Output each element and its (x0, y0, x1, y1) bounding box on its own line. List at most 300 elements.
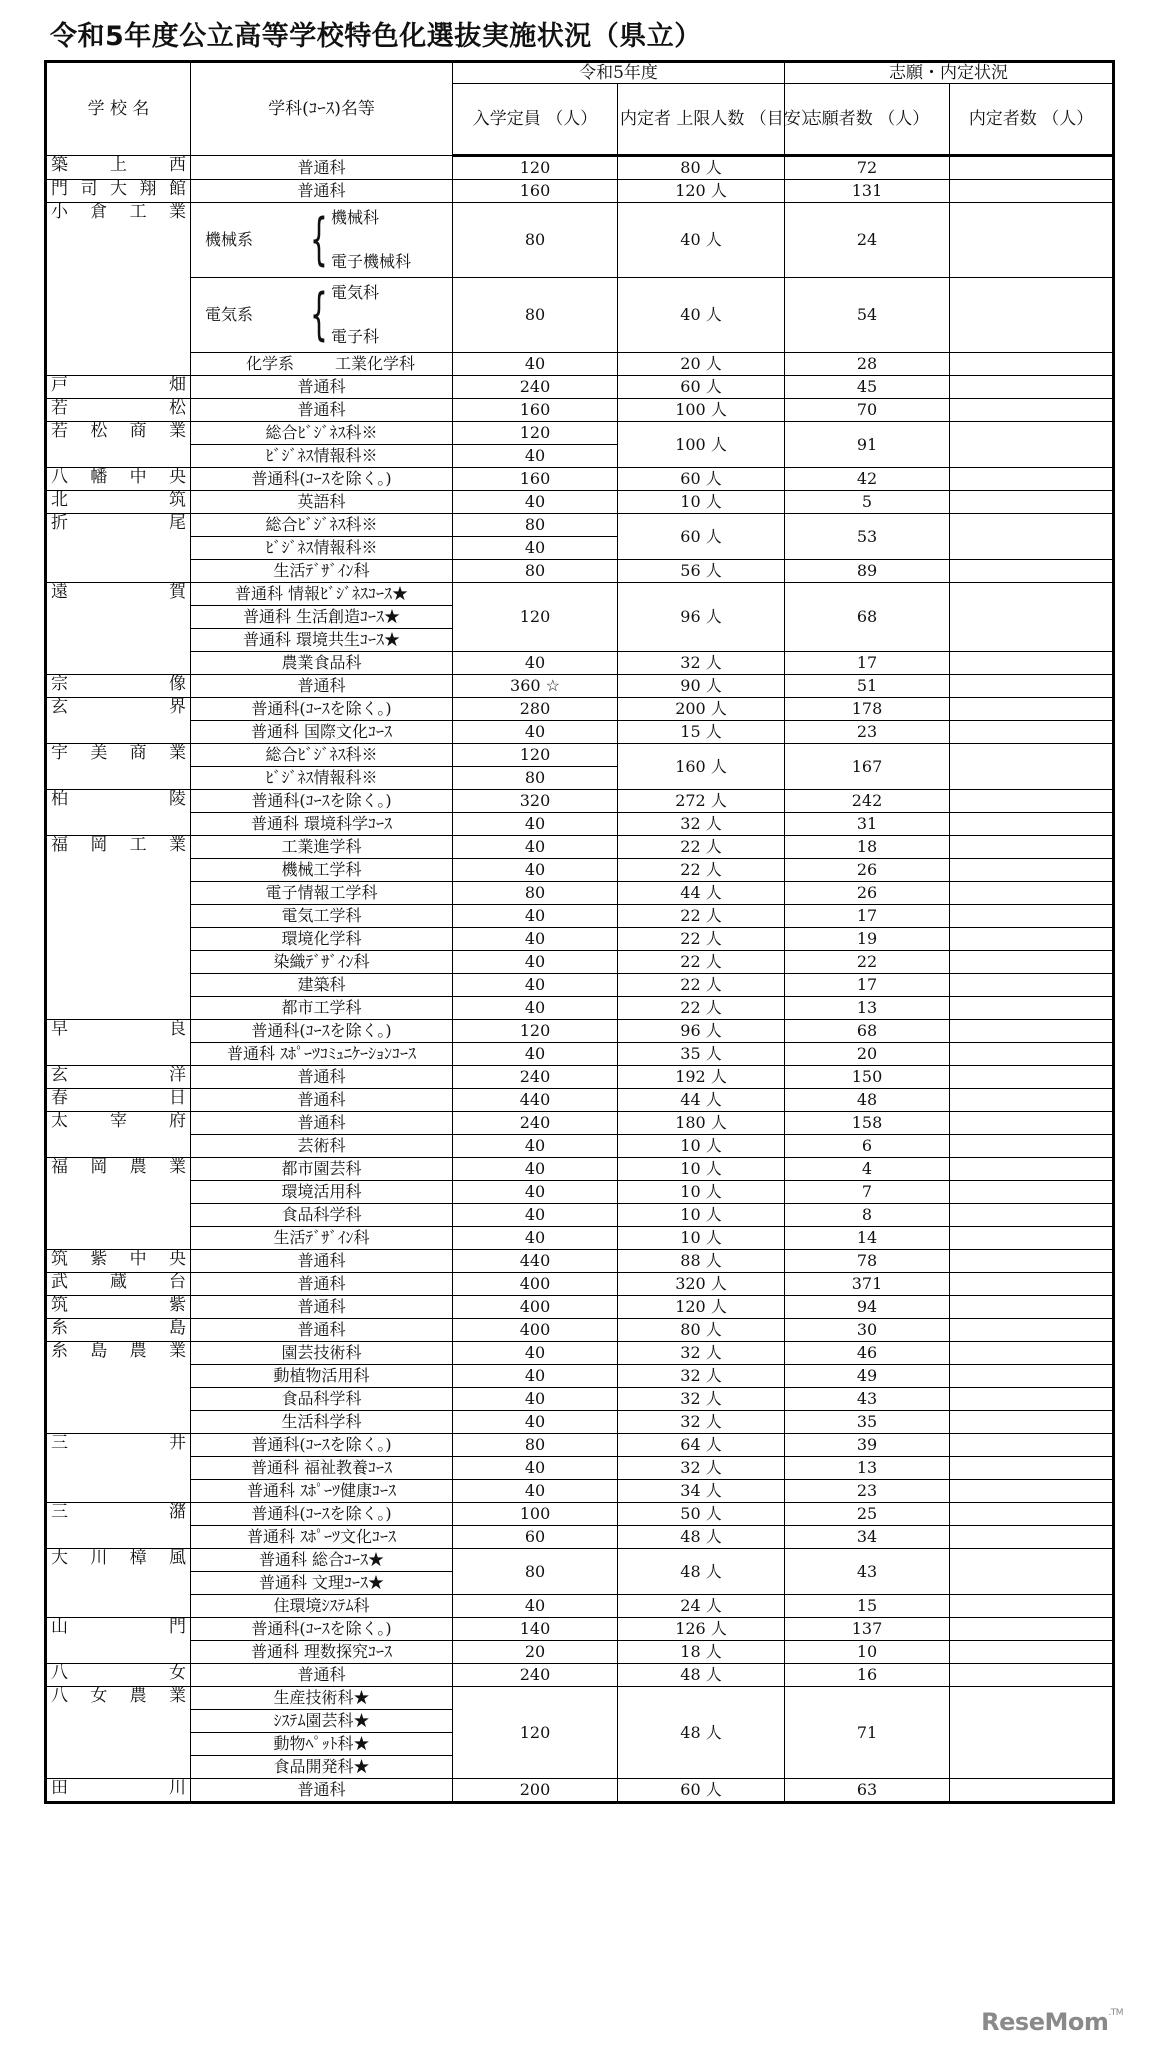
table-row (46, 652, 1114, 675)
limit-value: 180 人 (618, 1112, 785, 1135)
limit-value: 48 人 (618, 1526, 785, 1549)
limit-value: 80 人 (618, 1319, 785, 1342)
capacity-value: 120 (453, 1020, 618, 1043)
accepted-value (950, 353, 1114, 376)
accepted-value (950, 698, 1114, 721)
capacity-value: 40 (453, 997, 618, 1020)
table-row (46, 698, 1114, 721)
table-row (46, 1043, 1114, 1066)
group-name: 機械系 (205, 230, 254, 249)
department-name: 電子情報工学科 (191, 882, 453, 905)
accepted-value (950, 974, 1114, 997)
applicants-value: 91 (785, 422, 950, 468)
accepted-value (950, 1457, 1114, 1480)
applicants-value: 20 (785, 1043, 950, 1066)
capacity-value: 40 (453, 813, 618, 836)
header-accepted: 内定者数 （人） (950, 84, 1114, 156)
capacity-value: 120 (453, 1687, 618, 1779)
applicants-value: 43 (785, 1388, 950, 1411)
accepted-value (950, 744, 1114, 790)
table-row (46, 951, 1114, 974)
applicants-value: 178 (785, 698, 950, 721)
table-row (46, 1204, 1114, 1227)
applicants-value: 15 (785, 1595, 950, 1618)
department-name: 普通科 生活創造ｺｰｽ★ (191, 606, 453, 629)
applicants-value: 45 (785, 376, 950, 399)
department-name: 普通科 (191, 1296, 453, 1319)
department-name: 総合ﾋﾞｼﾞﾈｽ科※ (191, 422, 453, 445)
table-row (46, 1319, 1114, 1342)
limit-value: 32 人 (618, 1388, 785, 1411)
limit-value: 100 人 (618, 399, 785, 422)
school-name: 宗 像 (46, 675, 191, 698)
limit-value: 126 人 (618, 1618, 785, 1641)
department-name: 生産技術科★ (191, 1687, 453, 1710)
department-name: ﾋﾞｼﾞﾈｽ情報科※ (191, 767, 453, 790)
accepted-value (950, 1319, 1114, 1342)
accepted-value (950, 813, 1114, 836)
accepted-value (950, 1204, 1114, 1227)
school-name: 築 上 西 (46, 156, 191, 180)
capacity-value: 120 (453, 583, 618, 652)
accepted-value (950, 1227, 1114, 1250)
table-row (46, 1595, 1114, 1618)
capacity-value: 40 (453, 445, 618, 468)
applicants-value: 17 (785, 652, 950, 675)
table-row (46, 180, 1114, 203)
capacity-value: 40 (453, 1204, 618, 1227)
department-name: 生活ﾃﾞｻﾞｲﾝ科 (191, 1227, 453, 1250)
limit-value: 32 人 (618, 813, 785, 836)
applicants-value: 34 (785, 1526, 950, 1549)
capacity-value: 40 (453, 905, 618, 928)
header-group-status: 志願・内定状況 (785, 62, 1114, 84)
table-row (46, 1135, 1114, 1158)
brace-glyph: { (310, 282, 328, 347)
department-name: 総合ﾋﾞｼﾞﾈｽ科※ (191, 514, 453, 537)
table-row (46, 560, 1114, 583)
department-name: 普通科 (191, 1066, 453, 1089)
department-name: 農業食品科 (191, 652, 453, 675)
limit-value: 22 人 (618, 928, 785, 951)
accepted-value (950, 560, 1114, 583)
department-name: 芸術科 (191, 1135, 453, 1158)
capacity-value: 240 (453, 1664, 618, 1687)
capacity-value: 40 (453, 951, 618, 974)
applicants-value: 6 (785, 1135, 950, 1158)
table-row (46, 836, 1114, 859)
applicants-value: 4 (785, 1158, 950, 1181)
capacity-value: 80 (453, 1549, 618, 1595)
table-row (46, 1296, 1114, 1319)
capacity-value: 40 (453, 353, 618, 376)
table-row (46, 1457, 1114, 1480)
table-row (46, 468, 1114, 491)
capacity-value: 40 (453, 1388, 618, 1411)
department-name: 園芸技術科 (191, 1342, 453, 1365)
capacity-value: 80 (453, 278, 618, 353)
table-row (46, 882, 1114, 905)
table-row (46, 156, 1114, 180)
capacity-value: 440 (453, 1250, 618, 1273)
capacity-value: 40 (453, 1181, 618, 1204)
accepted-value (950, 491, 1114, 514)
applicants-value: 150 (785, 1066, 950, 1089)
accepted-value (950, 1526, 1114, 1549)
department-name: 電気工学科 (191, 905, 453, 928)
department-name: 普通科 環境共生ｺｰｽ★ (191, 629, 453, 652)
limit-value: 96 人 (618, 583, 785, 652)
department-name: 普通科 (191, 1319, 453, 1342)
table-row (46, 1158, 1114, 1181)
limit-value: 100 人 (618, 422, 785, 468)
accepted-value (950, 1503, 1114, 1526)
capacity-value: 320 (453, 790, 618, 813)
accepted-value (950, 859, 1114, 882)
capacity-value: 40 (453, 1595, 618, 1618)
accepted-value (950, 1135, 1114, 1158)
department-name: 普通科 福祉教養ｺｰｽ (191, 1457, 453, 1480)
applicants-value: 70 (785, 399, 950, 422)
capacity-value: 200 (453, 1779, 618, 1803)
school-name: 門司大翔館 (46, 180, 191, 203)
header-applicants: 志願者数 （人） (785, 84, 950, 156)
limit-value: 18 人 (618, 1641, 785, 1664)
accepted-value (950, 1641, 1114, 1664)
applicants-value: 23 (785, 1480, 950, 1503)
limit-value: 22 人 (618, 859, 785, 882)
table-row (46, 1434, 1114, 1457)
capacity-value: 80 (453, 882, 618, 905)
capacity-value: 240 (453, 1112, 618, 1135)
capacity-value: 40 (453, 974, 618, 997)
department-name: 生活ﾃﾞｻﾞｲﾝ科 (191, 560, 453, 583)
applicants-value: 24 (785, 203, 950, 278)
applicants-value: 25 (785, 1503, 950, 1526)
limit-value: 60 人 (618, 468, 785, 491)
limit-value: 40 人 (618, 203, 785, 278)
department-name: 都市園芸科 (191, 1158, 453, 1181)
department-name: 普通科 (191, 399, 453, 422)
school-name: 玄 洋 (46, 1066, 191, 1089)
department-name: 普通科(ｺｰｽを除く。) (191, 1503, 453, 1526)
sub-departments (331, 209, 411, 271)
applicants-value: 53 (785, 514, 950, 560)
department-name: 普通科 (191, 1273, 453, 1296)
department-name: 普通科 (191, 1664, 453, 1687)
capacity-value: 120 (453, 156, 618, 180)
brace-glyph: { (310, 207, 328, 272)
table-row (46, 974, 1114, 997)
accepted-value (950, 1365, 1114, 1388)
applicants-value: 17 (785, 905, 950, 928)
department-name: 普通科 (191, 1112, 453, 1135)
department-name: 住環境ｼｽﾃﾑ科 (191, 1595, 453, 1618)
table-row (46, 491, 1114, 514)
applicants-value: 26 (785, 859, 950, 882)
capacity-value: 40 (453, 491, 618, 514)
limit-value: 44 人 (618, 1089, 785, 1112)
applicants-value: 94 (785, 1296, 950, 1319)
applicants-value: 131 (785, 180, 950, 203)
capacity-value: 120 (453, 744, 618, 767)
capacity-value: 80 (453, 560, 618, 583)
school-name: 北 筑 (46, 491, 191, 514)
sub-department: 電気科 (331, 283, 380, 302)
accepted-value (950, 1296, 1114, 1319)
applicants-value: 5 (785, 491, 950, 514)
accepted-value (950, 278, 1114, 353)
applicants-value: 10 (785, 1641, 950, 1664)
department-name: 普通科 (191, 1779, 453, 1803)
table-row (46, 1342, 1114, 1365)
applicants-value: 46 (785, 1342, 950, 1365)
applicants-value: 13 (785, 997, 950, 1020)
limit-value: 48 人 (618, 1549, 785, 1595)
limit-value: 35 人 (618, 1043, 785, 1066)
applicants-value: 51 (785, 675, 950, 698)
accepted-value (950, 1664, 1114, 1687)
applicants-value: 23 (785, 721, 950, 744)
capacity-value: 80 (453, 203, 618, 278)
capacity-value: 40 (453, 836, 618, 859)
department-name: 食品開発科★ (191, 1756, 453, 1779)
table-row (46, 278, 1114, 353)
school-name: 早 良 (46, 1020, 191, 1066)
table-row (46, 1664, 1114, 1687)
limit-value: 10 人 (618, 1227, 785, 1250)
table-row (46, 744, 1114, 767)
department-name: 普通科(ｺｰｽを除く。) (191, 1618, 453, 1641)
department-name: 普通科(ｺｰｽを除く。) (191, 698, 453, 721)
capacity-value: 60 (453, 1526, 618, 1549)
table-row (46, 1480, 1114, 1503)
department-name: 普通科(ｺｰｽを除く。) (191, 1020, 453, 1043)
table-row (46, 1779, 1114, 1803)
accepted-value (950, 836, 1114, 859)
school-name: 筑 紫 (46, 1296, 191, 1319)
department-name: 動物ﾍﾟｯﾄ科★ (191, 1733, 453, 1756)
applicants-value: 14 (785, 1227, 950, 1250)
applicants-value: 35 (785, 1411, 950, 1434)
department-group-chem (191, 353, 453, 376)
department-name: 機械工学科 (191, 859, 453, 882)
limit-value: 96 人 (618, 1020, 785, 1043)
department-name: 普通科 (191, 376, 453, 399)
applicants-value: 71 (785, 1687, 950, 1779)
school-name: 太 宰 府 (46, 1112, 191, 1158)
applicants-value: 17 (785, 974, 950, 997)
school-name: 福 岡 農 業 (46, 1158, 191, 1250)
department-name: 普通科 ｽﾎﾟｰﾂｺﾐｭﾆｹｰｼｮﾝｺｰｽ (191, 1043, 453, 1066)
department-name: 普通科 ｽﾎﾟｰﾂ健康ｺｰｽ (191, 1480, 453, 1503)
capacity-value: 40 (453, 1158, 618, 1181)
department-name: 普通科 (191, 1250, 453, 1273)
capacity-value: 40 (453, 928, 618, 951)
applicants-value: 49 (785, 1365, 950, 1388)
department-name: 普通科 総合ｺｰｽ★ (191, 1549, 453, 1572)
capacity-value: 40 (453, 1411, 618, 1434)
limit-value: 160 人 (618, 744, 785, 790)
limit-value: 32 人 (618, 1342, 785, 1365)
table-row (46, 376, 1114, 399)
capacity-value: 400 (453, 1319, 618, 1342)
school-name: 若 松 (46, 399, 191, 422)
accepted-value (950, 203, 1114, 278)
table-row (46, 1411, 1114, 1434)
applicants-value: 167 (785, 744, 950, 790)
applicants-value: 68 (785, 1020, 950, 1043)
applicants-value: 43 (785, 1549, 950, 1595)
school-name: 春 日 (46, 1089, 191, 1112)
table-row (46, 1273, 1114, 1296)
department-name: 普通科(ｺｰｽを除く。) (191, 790, 453, 813)
limit-value: 90 人 (618, 675, 785, 698)
limit-value: 120 人 (618, 180, 785, 203)
department-name: 普通科(ｺｰｽを除く。) (191, 1434, 453, 1457)
table-row (46, 1227, 1114, 1250)
limit-value: 22 人 (618, 836, 785, 859)
capacity-value: 40 (453, 1227, 618, 1250)
limit-value: 88 人 (618, 1250, 785, 1273)
department-group-wrap (193, 205, 450, 275)
school-name: 大 川 樟 風 (46, 1549, 191, 1618)
capacity-value: 400 (453, 1273, 618, 1296)
applicants-value: 63 (785, 1779, 950, 1803)
limit-value: 60 人 (618, 376, 785, 399)
capacity-value: 40 (453, 537, 618, 560)
applicants-value: 31 (785, 813, 950, 836)
accepted-value (950, 1020, 1114, 1043)
limit-value: 10 人 (618, 1158, 785, 1181)
school-name: 玄 界 (46, 698, 191, 744)
applicants-value: 22 (785, 951, 950, 974)
accepted-value (950, 1595, 1114, 1618)
page-title: 令和5年度公立高等学校特色化選抜実施状況（県立） (50, 21, 702, 52)
accepted-value (950, 1112, 1114, 1135)
limit-value: 34 人 (618, 1480, 785, 1503)
accepted-value (950, 1181, 1114, 1204)
limit-value: 22 人 (618, 905, 785, 928)
group-name: 電気系 (205, 305, 254, 324)
applicants-value: 242 (785, 790, 950, 813)
applicants-value: 30 (785, 1319, 950, 1342)
accepted-value (950, 1779, 1114, 1803)
table-row (46, 1066, 1114, 1089)
school-name: 三 井 (46, 1434, 191, 1503)
table-row (46, 399, 1114, 422)
limit-value: 22 人 (618, 951, 785, 974)
accepted-value (950, 1342, 1114, 1365)
accepted-value (950, 1089, 1114, 1112)
accepted-value (950, 928, 1114, 951)
table-row (46, 905, 1114, 928)
accepted-value (950, 1480, 1114, 1503)
capacity-value: 80 (453, 514, 618, 537)
accepted-value (950, 1687, 1114, 1779)
school-name: 小 倉 工 業 (46, 203, 191, 376)
table-row (46, 203, 1114, 278)
accepted-value (950, 376, 1114, 399)
limit-value: 50 人 (618, 1503, 785, 1526)
sub-department: 電子機械科 (331, 252, 412, 271)
accepted-value (950, 905, 1114, 928)
applicants-value: 371 (785, 1273, 950, 1296)
capacity-value: 40 (453, 1342, 618, 1365)
applicants-value: 137 (785, 1618, 950, 1641)
capacity-value: 160 (453, 468, 618, 491)
applicants-value: 48 (785, 1089, 950, 1112)
table-body (46, 156, 1114, 1803)
accepted-value (950, 583, 1114, 652)
accepted-value (950, 1043, 1114, 1066)
department-name: 普通科 (191, 1089, 453, 1112)
table-row (46, 514, 1114, 537)
limit-value: 320 人 (618, 1273, 785, 1296)
table-row (46, 1388, 1114, 1411)
department-group-wrap (193, 280, 450, 350)
school-name: 宇 美 商 業 (46, 744, 191, 790)
department-name: ﾋﾞｼﾞﾈｽ情報科※ (191, 537, 453, 560)
table-row (46, 1365, 1114, 1388)
applicants-value: 72 (785, 156, 950, 180)
capacity-value: 40 (453, 1457, 618, 1480)
header-limit: 内定者 上限人数 （目安） (618, 84, 785, 156)
capacity-value: 40 (453, 859, 618, 882)
table-row (46, 721, 1114, 744)
limit-value: 22 人 (618, 974, 785, 997)
department-group-denki (191, 278, 453, 353)
accepted-value (950, 1273, 1114, 1296)
header-department: 学科(ｺｰｽ)名等 (191, 62, 453, 156)
table-row (46, 1549, 1114, 1572)
department-name: 工業進学科 (191, 836, 453, 859)
table-row (46, 583, 1114, 606)
accepted-value (950, 468, 1114, 491)
department-name: ﾋﾞｼﾞﾈｽ情報科※ (191, 445, 453, 468)
applicants-value: 54 (785, 278, 950, 353)
limit-value: 10 人 (618, 1135, 785, 1158)
accepted-value (950, 951, 1114, 974)
department-name: 普通科(ｺｰｽを除く。) (191, 468, 453, 491)
department-name: ｼｽﾃﾑ園芸科★ (191, 1710, 453, 1733)
table-row (46, 1503, 1114, 1526)
capacity-value: 40 (453, 721, 618, 744)
applicants-value: 39 (785, 1434, 950, 1457)
limit-value: 56 人 (618, 560, 785, 583)
capacity-value: 40 (453, 1365, 618, 1388)
limit-value: 80 人 (618, 156, 785, 180)
limit-value: 15 人 (618, 721, 785, 744)
table-row (46, 1526, 1114, 1549)
table-row (46, 997, 1114, 1020)
applicants-value: 68 (785, 583, 950, 652)
school-name: 三 潴 (46, 1503, 191, 1549)
limit-value: 48 人 (618, 1664, 785, 1687)
department-name: 染織ﾃﾞｻﾞｲﾝ科 (191, 951, 453, 974)
limit-value: 32 人 (618, 1411, 785, 1434)
accepted-value (950, 1066, 1114, 1089)
capacity-value: 160 (453, 399, 618, 422)
table-row (46, 859, 1114, 882)
capacity-value: 40 (453, 652, 618, 675)
limit-value: 32 人 (618, 1457, 785, 1480)
department-group-wrap (193, 355, 450, 373)
sub-department: 工業化学科 (335, 354, 416, 373)
applicants-value: 19 (785, 928, 950, 951)
header-group-r5: 令和5年度 (453, 62, 785, 84)
applicants-value: 16 (785, 1664, 950, 1687)
